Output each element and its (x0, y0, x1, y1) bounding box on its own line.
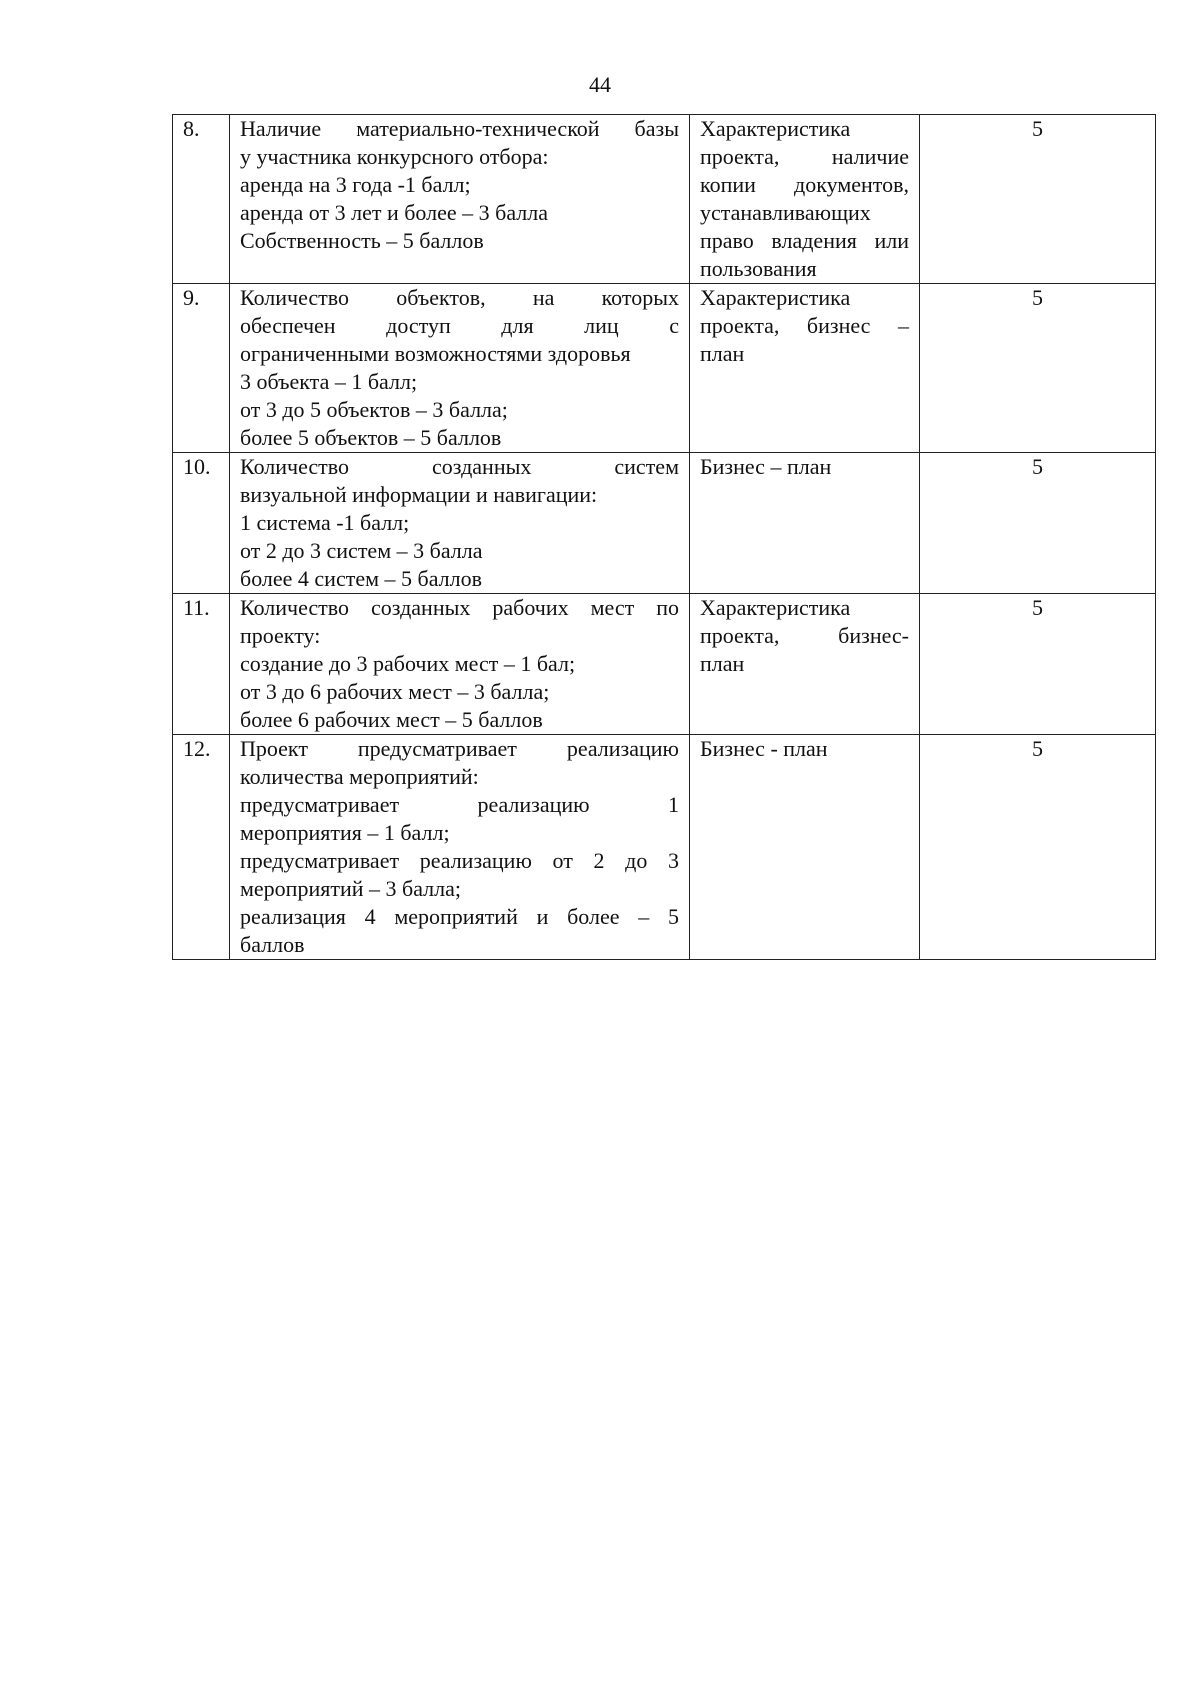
source-line: проекта, бизнес- (700, 623, 909, 648)
criterion-line: более 6 рабочих мест – 5 баллов (240, 707, 543, 732)
criterion-line: мероприятия – 1 балл; (240, 820, 450, 845)
table-row (173, 453, 1156, 594)
criterion-line: баллов (240, 932, 305, 957)
source-cell (690, 594, 920, 735)
criterion-line: ограниченными возможностями здоровья (240, 341, 631, 366)
criteria-table (172, 114, 1156, 960)
source-cell (690, 735, 920, 960)
criterion-line: количества мероприятий: (240, 764, 479, 789)
criterion-line: аренда от 3 лет и более – 3 балла (240, 200, 548, 225)
criterion-cell (230, 284, 690, 453)
criterion-line: более 4 систем – 5 баллов (240, 566, 483, 591)
criterion-line: у участника конкурсного отбора: (240, 144, 549, 169)
criterion-cell (230, 115, 690, 284)
table-row (173, 284, 1156, 453)
max-score-cell: 5 (920, 284, 1156, 453)
criterion-line: проекту: (240, 623, 321, 648)
criterion-line: 3 объекта – 1 балл; (240, 369, 418, 394)
source-line: Характеристика (700, 116, 851, 141)
criterion-line: предусматривает реализацию 1 (240, 792, 679, 817)
criterion-line: Наличие материально-технической базы (240, 116, 679, 141)
criterion-line: Количество созданных рабочих мест по (240, 595, 679, 620)
criterion-line: обеспечен доступ для лиц с (240, 313, 679, 338)
table-row (173, 594, 1156, 735)
page-number: 44 (589, 72, 611, 97)
source-line: Бизнес – план (700, 454, 832, 479)
criterion-line: более 5 объектов – 5 баллов (240, 425, 502, 450)
max-score-cell: 5 (920, 453, 1156, 594)
row-number: 11. (173, 594, 230, 735)
criterion-line: аренда на 3 года -1 балл; (240, 172, 471, 197)
source-line: проекта, бизнес – (700, 313, 909, 338)
criterion-line: создание до 3 рабочих мест – 1 бал; (240, 651, 576, 676)
table-row (173, 735, 1156, 960)
row-number: 12. (173, 735, 230, 960)
criterion-line: Проект предусматривает реализацию (240, 736, 679, 761)
row-number: 10. (173, 453, 230, 594)
criterion-cell (230, 594, 690, 735)
source-line: Характеристика (700, 595, 851, 620)
criterion-line: визуальной информации и навигации: (240, 482, 598, 507)
source-line: устанавливающих (700, 200, 871, 225)
source-cell (690, 453, 920, 594)
criterion-line: от 3 до 5 объектов – 3 балла; (240, 397, 508, 422)
criterion-line: предусматривает реализацию от 2 до 3 (240, 848, 679, 873)
criterion-line: Собственность – 5 баллов (240, 228, 484, 253)
criterion-line: Количество объектов, на которых (240, 285, 679, 310)
row-number: 8. (173, 115, 230, 284)
max-score-cell: 5 (920, 594, 1156, 735)
max-score-cell: 5 (920, 735, 1156, 960)
source-line: право владения или (700, 228, 909, 253)
source-line: проекта, наличие (700, 144, 909, 169)
table-row (173, 115, 1156, 284)
criterion-line: реализация 4 мероприятий и более – 5 (240, 904, 679, 929)
criterion-line: от 3 до 6 рабочих мест – 3 балла; (240, 679, 550, 704)
criterion-cell (230, 735, 690, 960)
row-number: 9. (173, 284, 230, 453)
source-line: копии документов, (700, 172, 909, 197)
criterion-line: 1 система -1 балл; (240, 510, 410, 535)
source-line: Характеристика (700, 285, 851, 310)
source-line: Бизнес - план (700, 736, 828, 761)
source-line: план (700, 651, 745, 676)
source-cell (690, 115, 920, 284)
criterion-cell (230, 453, 690, 594)
source-cell (690, 284, 920, 453)
source-line: пользования (700, 256, 817, 281)
max-score-cell: 5 (920, 115, 1156, 284)
criterion-line: от 2 до 3 систем – 3 балла (240, 538, 483, 563)
source-line: план (700, 341, 745, 366)
criterion-line: Количество созданных систем (240, 454, 679, 479)
criterion-line: мероприятий – 3 балла; (240, 876, 461, 901)
criteria-table-body (173, 115, 1156, 960)
